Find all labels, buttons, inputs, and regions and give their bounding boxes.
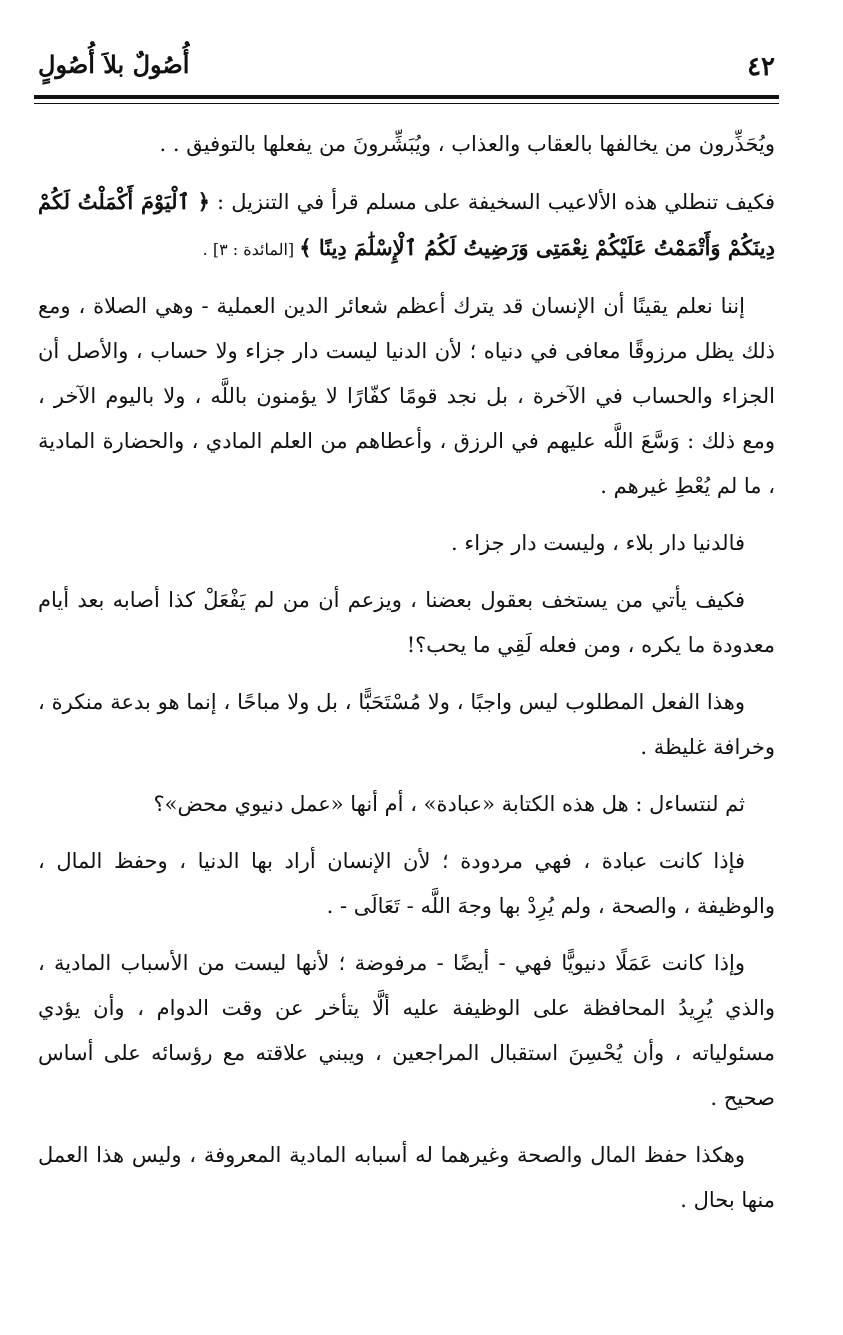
running-head (38, 48, 775, 88)
paragraph: فالدنيا دار بلاء ، وليست دار جزاء . (450, 531, 745, 555)
quran-verse: ﴿ ٱلْيَوْمَ أَكْمَلْتُ لَكُمْ دِينَكُمْ وَأَتْمَمْتُ عَلَيْكُمْ نِعْمَتِى وَرَضِيتُ لَكُمُ ٱلْإِسْلَٰمَ دِينًا ﴾ (38, 189, 775, 260)
paragraph: وهكذا حفظ المال والصحة وغيرهما له أسبابه المادية المعروفة ، وليس هذا العمل منها بحال . (38, 1143, 775, 1212)
book-title: أُصُولٌ بلاَ أُصُولٍ (38, 50, 190, 79)
paragraph-text: فكيف تنطلي هذه الألاعيب السخيفة على مسلم قرأ في التنزيل : (209, 190, 775, 214)
paragraph-with-quran (38, 179, 775, 272)
header-rule-thick (34, 95, 779, 99)
paragraph: فكيف يأتي من يستخف بعقول بعضنا ، ويزعم أن من لم يَفْعَلْ كذا أصابه بعد أيام معدودة ما يكره ، ومن فعله لَقِي ما يحب؟! (38, 588, 775, 657)
paragraph: ثم لنتساءل : هل هذه الكتابة «عبادة» ، أم أنها «عمل دنيوي محض»؟ (153, 792, 745, 816)
paragraph: ويُحَذِّرون من يخالفها بالعقاب والعذاب ، ويُبَشِّرونَ من يفعلها بالتوفيق . . (159, 132, 775, 156)
page-number: ٤٢ (747, 52, 775, 82)
paragraph: فإذا كانت عبادة ، فهي مردودة ؛ لأن الإنسان أراد بها الدنيا ، وحفظ المال ، والوظيفة ، والصحة ، ولم يُرِدْ بها وجهَ اللَّه - تَعَالَى - . (38, 849, 775, 918)
paragraph: إننا نعلم يقينًا أن الإنسان قد يترك أعظم شعائر الدين العملية - وهي الصلاة ، ومع ذلك يظل مرزوقًا معافى في دنياه ؛ لأن الدنيا ليست دار جزاء ولا حساب ، والأصل أن الجزاء والحساب في الآخرة ، بل نجد قومًا كفّارًا لا يؤمنون باللَّه ، ولا باليوم الآخر ، ومع ذلك : وَسَّعَ اللَّه عليهم في الرزق ، وأعطاهم من العلم المادي ، والحضارة المادية ، ما لم يُعْطِ غيرهم . (38, 294, 775, 498)
verse-citation: [المائدة : ٣] . (202, 240, 300, 259)
paragraph: وإذا كانت عَمَلًا دنيويًّا فهي - أيضًا - مرفوضة ؛ لأنها ليست من الأسباب المادية ، والذي يُرِيدُ المحافظة على الوظيفة عليه ألَّا يتأخر عن وقت الدوام ، وأن يؤدي مسئولياته ، وأن يُحْسِنَ استقبال المراجعين ، ويبني علاقته مع رؤسائه على أساس صحيح . (38, 951, 775, 1110)
body-text (38, 122, 775, 1235)
paragraph: وهذا الفعل المطلوب ليس واجبًا ، ولا مُسْتَحَبًّا ، بل ولا مباحًا ، إنما هو بدعة منكرة ، وخرافة غليظة . (38, 690, 775, 759)
header-rule-thin (34, 103, 779, 104)
